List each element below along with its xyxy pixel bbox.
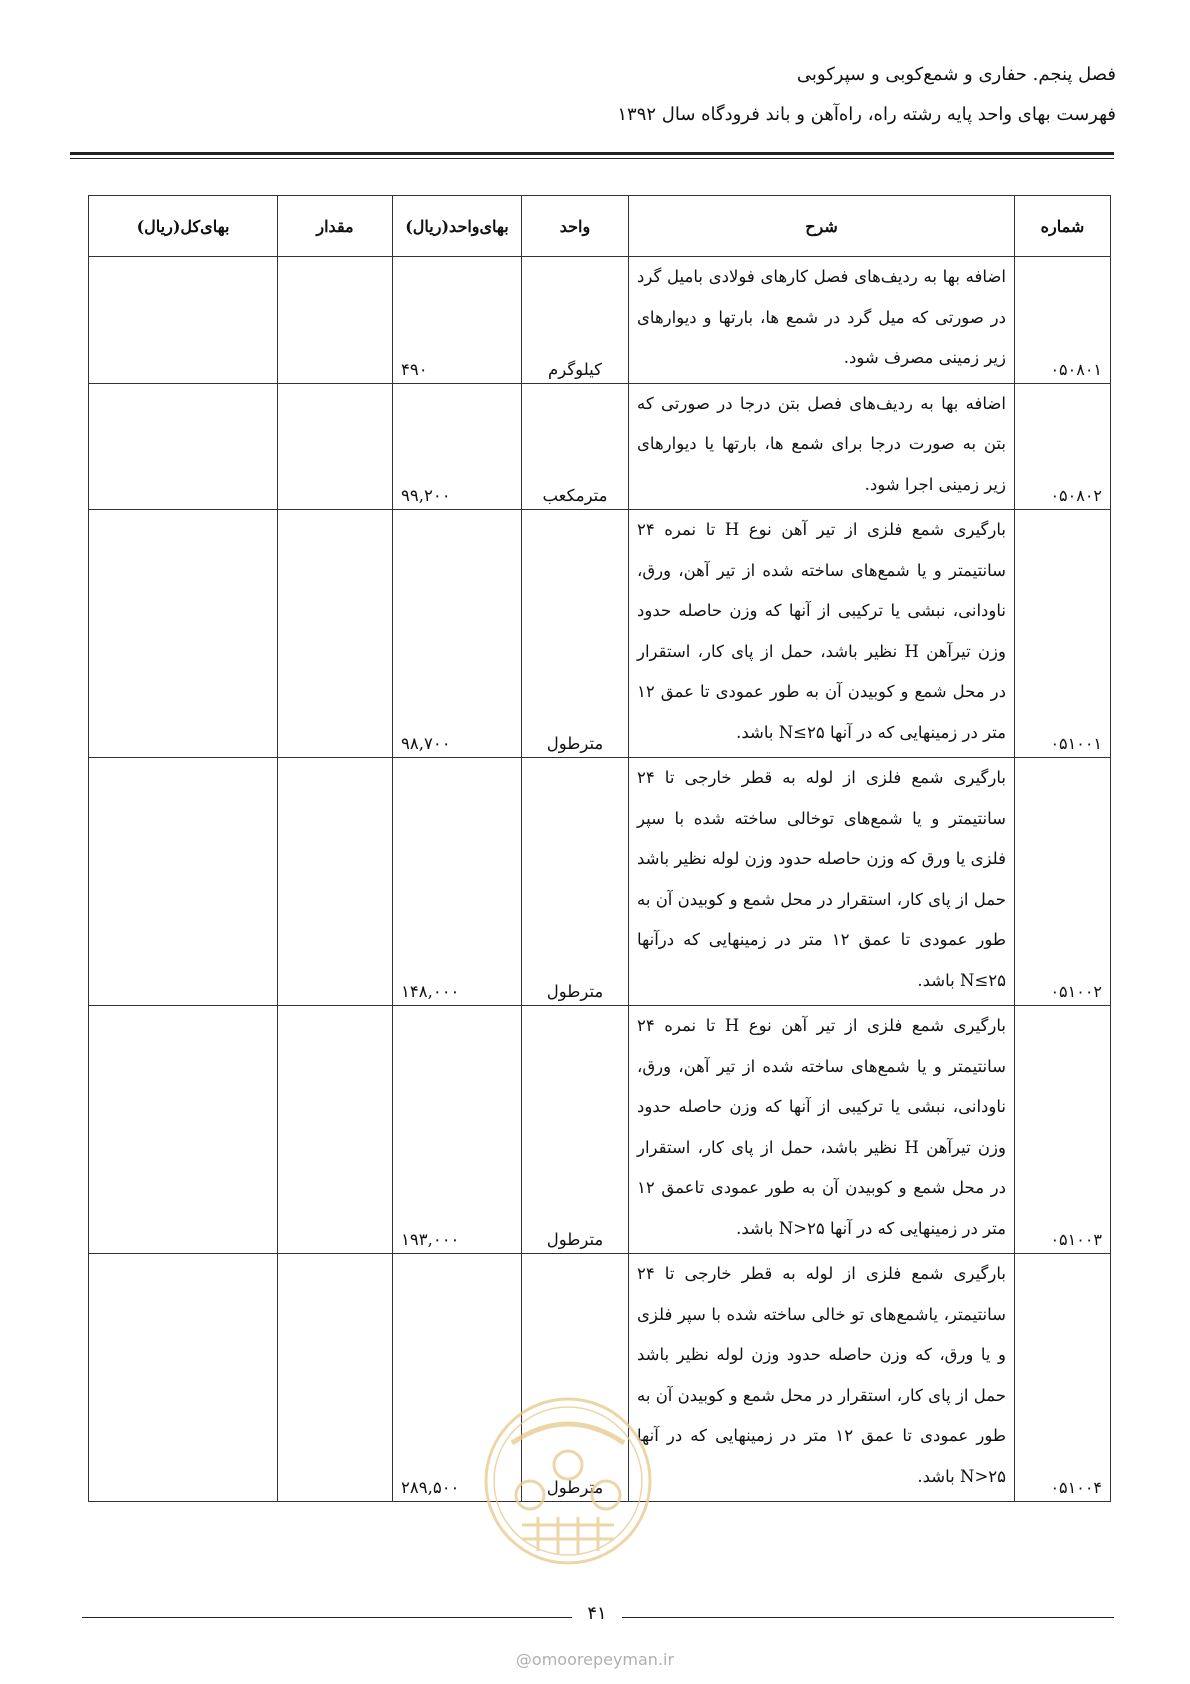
row-total-price: [89, 758, 278, 1006]
row-total-price: [89, 383, 278, 510]
header-code: شماره: [1015, 196, 1111, 257]
row-quantity: [278, 1006, 393, 1254]
header-quantity: مقدار: [278, 196, 393, 257]
row-quantity: [278, 1254, 393, 1502]
row-quantity: [278, 257, 393, 384]
row-total-price: [89, 1254, 278, 1502]
row-code: ۰۵۱۰۰۲: [1015, 758, 1111, 1006]
footer-rule-right: [622, 1617, 1114, 1618]
row-description: بارگیری شمع فلزی از لوله به قطر خارجی تا ۲۴ سانتیمتر و یا شمع‌های توخالی ساخته شده با سپر فلزی یا ورق که وزن حاصله حدود وزن لوله نظیر باشد حمل از پای کار، استقرار در محل شمع و کوبیدن آن به طور عمودی تا عمق ۱۲ متر در زمینهایی که درآنها N≤۲۵ باشد.: [629, 758, 1015, 1006]
row-unit: کیلوگرم: [522, 257, 629, 384]
row-code: ۰۵۱۰۰۴: [1015, 1254, 1111, 1502]
row-unit-price: ۱۴۸,۰۰۰: [393, 758, 522, 1006]
header-total-price: بهای‌کل(ریال): [89, 196, 278, 257]
page-number: ۴۱: [587, 1603, 607, 1624]
row-description: اضافه بها به ردیف‌های فصل کارهای فولادی بامیل گرد در صورتی که میل گرد در شمع ها، بارتها و دیوارهای زیر زمینی مصرف شود.: [629, 257, 1015, 384]
row-unit-price: ۹۸,۷۰۰: [393, 510, 522, 758]
row-total-price: [89, 257, 278, 384]
header-unit: واحد: [522, 196, 629, 257]
table-header-row: [89, 196, 1111, 257]
row-unit: مترطول: [522, 758, 629, 1006]
row-description: بارگیری شمع فلزی از لوله به قطر خارجی تا ۲۴ سانتیمتر، یاشمع‌های تو خالی ساخته شده با سپر فلزی و یا ورق، که وزن حاصله حدود وزن لوله نظیر باشد حمل از پای کار، استقرار در محل شمع و کوبیدن آن به طور عمودی تا عمق ۱۲ متر در زمینهایی که در آنها N>۲۵ باشد.: [629, 1254, 1015, 1502]
row-unit: مترطول: [522, 510, 629, 758]
row-code: ۰۵۰۸۰۲: [1015, 383, 1111, 510]
row-unit-price: ۹۹,۲۰۰: [393, 383, 522, 510]
table-row: [89, 758, 1111, 1006]
row-quantity: [278, 510, 393, 758]
watermark-website: @omoorepeyman.ir: [515, 1650, 675, 1669]
row-unit: مترطول: [522, 1006, 629, 1254]
header-rule-thin: [70, 158, 1114, 159]
row-unit: مترطول: [522, 1254, 629, 1502]
row-total-price: [89, 1006, 278, 1254]
row-code: ۰۵۱۰۰۱: [1015, 510, 1111, 758]
table-row: [89, 383, 1111, 510]
row-unit: مترمکعب: [522, 383, 629, 510]
header-rule-thick: [70, 152, 1114, 155]
page-header: [76, 58, 1116, 132]
row-code: ۰۵۰۸۰۱: [1015, 257, 1111, 384]
watermark-seal-icon: [482, 1395, 654, 1567]
header-unit-price: بهای‌واحد(ریال): [393, 196, 522, 257]
row-quantity: [278, 758, 393, 1006]
row-description: بارگیری شمع فلزی از تیر آهن نوع H تا نمره ۲۴ سانتیمتر و یا شمع‌های ساخته شده از تیر آهن، ورق، ناودانی، نبشی یا ترکیبی از آنها که وزن حاصله حدود وزن تیرآهن H نظیر باشد، حمل از پای کار، استقرار در محل شمع و کوبیدن آن به طور عمودی تا عمق ۱۲ متر در زمینهایی که در آنها N≤۲۵ باشد.: [629, 510, 1015, 758]
row-unit-price: ۲۸۹,۵۰۰: [393, 1254, 522, 1502]
price-list-table: [88, 195, 1111, 1502]
chapter-title: فصل پنجم. حفاری و شمع‌کوبی و سپرکوبی: [796, 64, 1116, 85]
row-total-price: [89, 510, 278, 758]
row-code: ۰۵۱۰۰۳: [1015, 1006, 1111, 1254]
table-row: [89, 510, 1111, 758]
row-description: اضافه بها به ردیف‌های فصل بتن درجا در صورتی که بتن به صورت درجا برای شمع ها، بارتها یا دیوارهای زیر زمینی اجرا شود.: [629, 383, 1015, 510]
row-quantity: [278, 383, 393, 510]
header-description: شرح: [629, 196, 1015, 257]
row-unit-price: ۱۹۳,۰۰۰: [393, 1006, 522, 1254]
footer-rule-left: [82, 1617, 572, 1618]
row-description: بارگیری شمع فلزی از تیر آهن نوع H تا نمره ۲۴ سانتیمتر و یا شمع‌های ساخته شده از تیر آهن، ورق، ناودانی، نبشی یا ترکیبی از آنها که وزن حاصله حدود وزن تیرآهن H نظیر باشد، حمل از پای کار، استقرار در محل شمع و کوبیدن آن به طور عمودی تاعمق ۱۲ متر در زمینهایی که در آنها N>۲۵ باشد.: [629, 1006, 1015, 1254]
table-row: [89, 1006, 1111, 1254]
table-row: [89, 257, 1111, 384]
row-unit-price: ۴۹۰: [393, 257, 522, 384]
document-title: فهرست بهای واحد پایه رشته راه، راه‌آهن و باند فرودگاه سال ۱۳۹۲: [617, 104, 1116, 125]
